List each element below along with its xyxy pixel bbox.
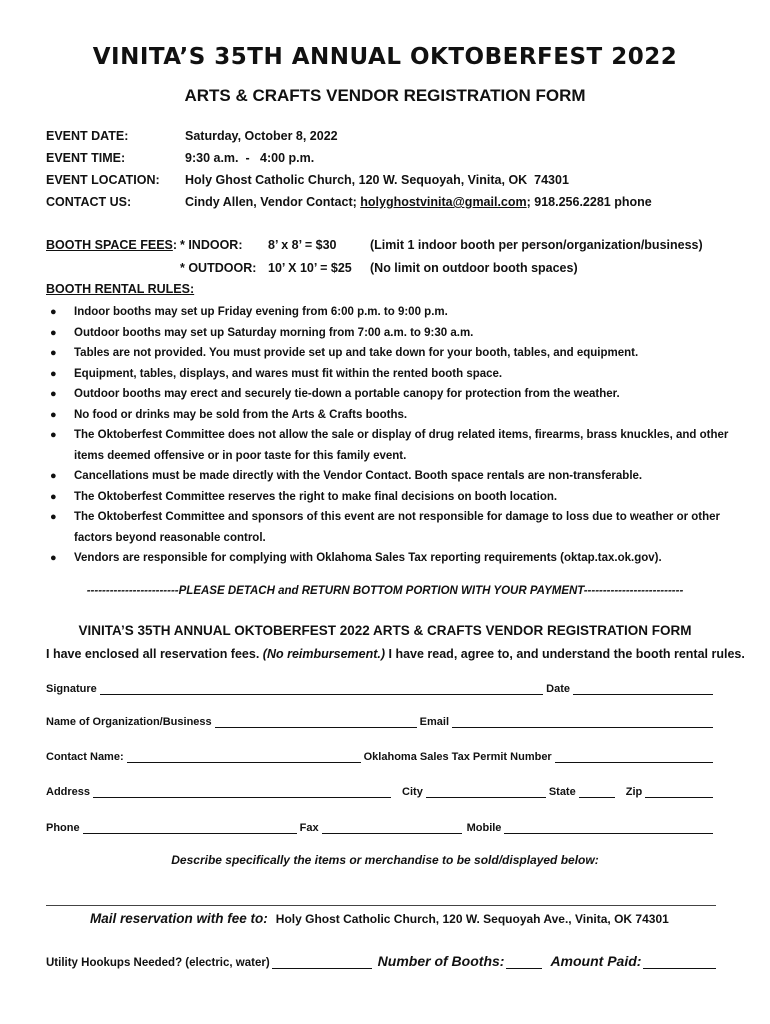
rule-text: The Oktoberfest Committee reserves the right to make final decisions on booth location. [74, 490, 558, 503]
outdoor-fee-label: * OUTDOOR: [180, 261, 257, 275]
email-field[interactable] [452, 716, 713, 728]
list-item [46, 507, 736, 548]
contact-email-link[interactable]: holyghostvinita@gmail.com [360, 195, 527, 209]
fees-statement-prefix: I have enclosed all reservation fees. [46, 647, 263, 661]
list-item [46, 302, 736, 323]
contact-name-label: Contact Name: [46, 751, 124, 763]
event-date-label: EVENT DATE: [46, 129, 129, 143]
bullet-icon: ● [50, 490, 57, 503]
rule-text: Outdoor booths may set up Saturday morning from 7:00 a.m. to 9:30 a.m. [74, 326, 474, 339]
mail-address: Holy Ghost Catholic Church, 120 W. Sequoyah Ave., Vinita, OK 74301 [275, 912, 669, 926]
rule-text: Tables are not provided. You must provide set up and take down for your booth, tables, and equipment. [74, 347, 639, 359]
organization-field[interactable] [215, 716, 417, 728]
contact-value [185, 195, 652, 209]
event-location-label: EVENT LOCATION: [46, 173, 160, 187]
address-field[interactable] [93, 786, 391, 798]
event-time-row [46, 151, 314, 165]
no-reimbursement-note: (No reimbursement.) [262, 647, 386, 661]
bullet-icon: ● [50, 388, 57, 400]
contact-row [46, 195, 652, 209]
event-location-row [46, 173, 569, 187]
event-location-value: Holy Ghost Catholic Church, 120 W. Sequoyah, Vinita, OK 74301 [185, 173, 569, 187]
date-field[interactable] [573, 683, 713, 695]
rule-text: The Oktoberfest Committee does not allow the sale or display of drug related items, firearms, brass knuckles, and other items deemed offensive or in poor taste for this family event. [74, 429, 729, 462]
rules-heading: BOOTH RENTAL RULES: [46, 282, 195, 296]
bullet-icon: ● [50, 367, 57, 380]
page-title: VINITA’S 35TH ANNUAL OKTOBERFEST 2022 [92, 44, 678, 70]
address-label: Address [46, 786, 91, 798]
list-item [46, 384, 736, 405]
contact-name-row [46, 751, 716, 763]
mail-instructions [90, 911, 669, 926]
fees-label-row [46, 238, 177, 252]
bullet-icon: ● [50, 429, 57, 441]
payment-row [46, 953, 718, 969]
rules-list [46, 302, 736, 569]
list-item [46, 364, 736, 385]
signature-field[interactable] [100, 683, 543, 695]
contact-label: CONTACT US: [46, 195, 132, 209]
fax-field[interactable] [322, 822, 462, 834]
form-title: VINITA’S 35TH ANNUAL OKTOBERFEST 2022 ARTS & CRAFTS VENDOR REGISTRATION FORM [78, 623, 692, 638]
list-item [46, 466, 736, 487]
num-booths-field[interactable] [506, 956, 542, 969]
tax-permit-label: Oklahoma Sales Tax Permit Number [363, 751, 552, 763]
organization-label: Name of Organization/Business [46, 716, 212, 728]
event-time-label: EVENT TIME: [46, 151, 126, 165]
mail-colon: : [263, 911, 268, 926]
outdoor-fee-price: 10’ X 10’ = $25 [268, 261, 352, 275]
state-label: State [548, 786, 576, 798]
email-label: Email [419, 716, 450, 728]
organization-row [46, 716, 716, 728]
phone-row [46, 822, 716, 834]
utility-field[interactable] [272, 956, 372, 969]
list-item [46, 405, 736, 426]
event-date-value: Saturday, October 8, 2022 [185, 129, 338, 143]
contact-suffix: ; 918.256.2281 phone [526, 195, 652, 209]
fees-statement [46, 647, 745, 661]
indoor-fee-label: * INDOOR: [180, 238, 243, 252]
amount-paid-field[interactable] [643, 956, 716, 969]
mobile-label: Mobile [466, 822, 502, 834]
phone-field[interactable] [83, 822, 297, 834]
city-label: City [402, 786, 423, 798]
list-item [46, 323, 736, 344]
indoor-fee-note: (Limit 1 indoor booth per person/organization/business) [370, 238, 703, 252]
fees-statement-suffix: I have read, agree to, and understand the booth rental rules. [385, 647, 745, 661]
page-subtitle: ARTS & CRAFTS VENDOR REGISTRATION FORM [184, 86, 586, 105]
bullet-icon: ● [50, 470, 57, 482]
describe-items-label: Describe specifically the items or merchandise to be sold/displayed below: [171, 853, 599, 867]
event-time-value: 9:30 a.m. - 4:00 p.m. [185, 151, 315, 165]
rule-text: Indoor booths may set up Friday evening from 6:00 p.m. to 9:00 p.m. [74, 306, 448, 318]
phone-label: Phone [46, 822, 80, 834]
mail-label [90, 911, 268, 926]
fax-label: Fax [299, 822, 319, 834]
signature-label: Signature [46, 683, 97, 695]
bullet-icon: ● [50, 347, 57, 359]
rule-text: The Oktoberfest Committee and sponsors of this event are not responsible for damage to loss due to weather or other factors beyond reasonable control. [74, 511, 721, 544]
outdoor-fee-note: (No limit on outdoor booth spaces) [370, 261, 578, 275]
city-field[interactable] [426, 786, 546, 798]
contact-prefix: Cindy Allen, Vendor Contact; [185, 195, 361, 209]
signature-row [46, 683, 716, 695]
event-date-row [46, 129, 338, 143]
state-field[interactable] [579, 786, 615, 798]
zip-field[interactable] [645, 786, 713, 798]
items-description-field[interactable] [46, 905, 716, 906]
num-booths-label: Number of Booths: [377, 953, 505, 969]
rule-text: No food or drinks may be sold from the Arts & Crafts booths. [74, 408, 408, 421]
rule-text: Vendors are responsible for complying with Oklahoma Sales Tax reporting requirements (oktap.tax.ok.gov). [74, 552, 662, 564]
contact-name-field[interactable] [127, 751, 361, 763]
bullet-icon: ● [50, 511, 57, 523]
bullet-icon: ● [50, 326, 57, 339]
date-label: Date [546, 683, 570, 695]
bullet-icon: ● [50, 552, 57, 564]
rule-text: Equipment, tables, displays, and wares must fit within the rented booth space. [74, 367, 503, 380]
rule-text: Cancellations must be made directly with the Vendor Contact. Booth space rentals are non-transferable. [74, 470, 643, 482]
mail-label-text: Mail reservation with fee to [90, 911, 264, 926]
mobile-field[interactable] [504, 822, 713, 834]
tax-permit-field[interactable] [555, 751, 713, 763]
fees-colon: : [172, 238, 178, 252]
list-item [46, 343, 736, 364]
list-item [46, 487, 736, 508]
bullet-icon: ● [50, 408, 57, 421]
address-row [46, 786, 716, 798]
amount-paid-label: Amount Paid: [550, 953, 642, 969]
list-item [46, 548, 736, 569]
rule-text: Outdoor booths may erect and securely tie-down a portable canopy for protection from the weather. [74, 388, 620, 400]
bullet-icon: ● [50, 306, 57, 318]
indoor-fee-price: 8’ x 8’ = $30 [268, 238, 337, 252]
detach-line: ------------------------PLEASE DETACH and RETURN BOTTOM PORTION WITH YOUR PAYMENT-------------------------- [86, 585, 684, 597]
list-item [46, 425, 736, 466]
zip-label: Zip [625, 786, 643, 798]
fees-label: BOOTH SPACE FEES [46, 238, 173, 252]
utility-label: Utility Hookups Needed? (electric, water) [46, 957, 270, 969]
